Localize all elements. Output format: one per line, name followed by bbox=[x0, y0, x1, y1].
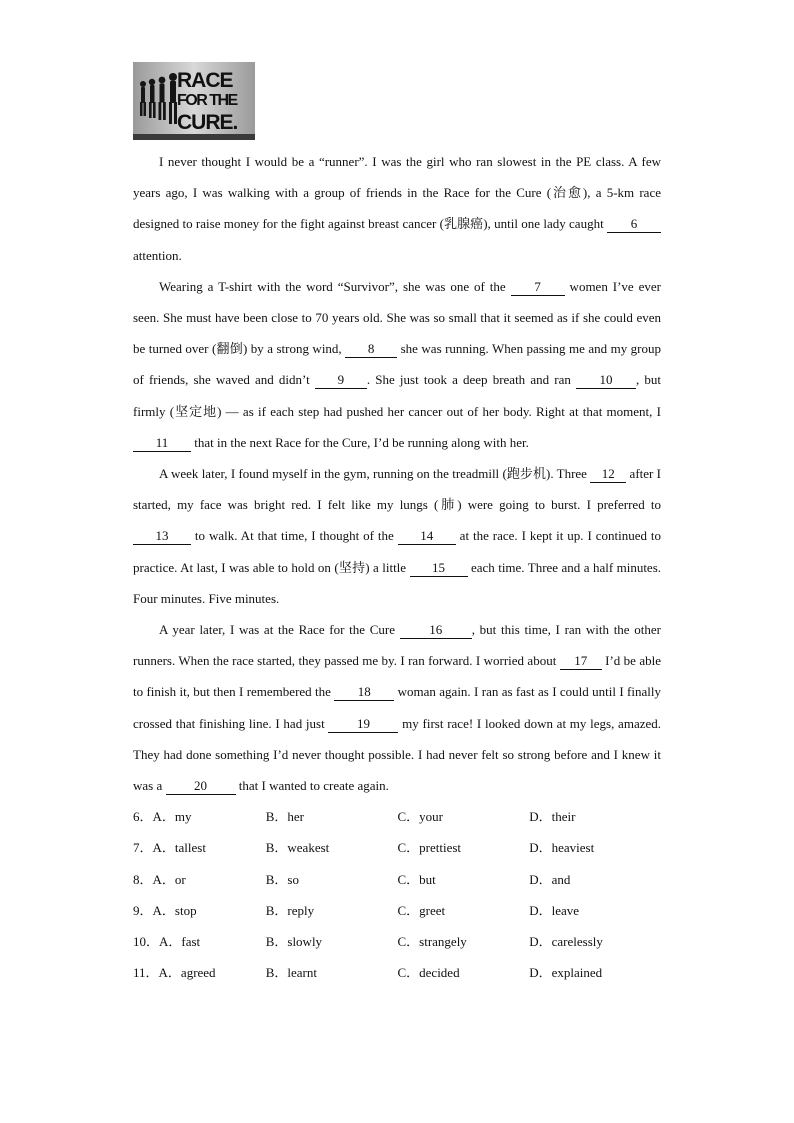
passage-paragraph bbox=[133, 146, 661, 271]
passage-text: I’d be able to finish it, but then I remembered the bbox=[133, 653, 661, 700]
option-d bbox=[529, 832, 661, 863]
option-text: A．my bbox=[152, 809, 192, 825]
option-d bbox=[529, 864, 661, 895]
option-b bbox=[266, 926, 398, 957]
option-text: B．slowly bbox=[265, 934, 323, 950]
passage-text: Wearing a T-shirt with the word “Survivor”, she was one of the bbox=[159, 278, 511, 294]
passage-text: A year later, I was at the Race for the Cure bbox=[159, 622, 400, 638]
passage-text: my first race! I looked down at my legs, amazed. They had done something I’d never thought possible. I had never felt so strong before and I knew it was a bbox=[133, 715, 661, 794]
passage bbox=[133, 146, 661, 801]
answer-blank: 19 bbox=[328, 716, 398, 733]
answer-blank: 17 bbox=[560, 653, 602, 670]
answer-blank: 15 bbox=[410, 560, 468, 577]
passage-text: women I’ve ever seen. She must have been close to 70 years old. She was so small that it seemed as if she could even be turned over (翻倒) by a strong wind, bbox=[133, 278, 661, 357]
option-a bbox=[133, 895, 266, 926]
question-options-row bbox=[133, 832, 661, 863]
option-text: B．her bbox=[265, 809, 304, 825]
option-text: C．but bbox=[397, 871, 436, 887]
answer-blank: 8 bbox=[345, 341, 397, 358]
option-text: C．your bbox=[397, 809, 443, 825]
passage-paragraph bbox=[133, 458, 661, 614]
answer-blank: 18 bbox=[334, 684, 394, 701]
option-text: D．and bbox=[529, 871, 571, 887]
question-number: 8． bbox=[133, 871, 153, 887]
question-number: 10． bbox=[133, 934, 160, 950]
option-text: B．learnt bbox=[265, 965, 317, 981]
option-text: D．explained bbox=[529, 965, 603, 981]
passage-text: that I wanted to create again. bbox=[235, 778, 389, 794]
option-b bbox=[266, 895, 398, 926]
option-a bbox=[133, 832, 266, 863]
option-b bbox=[266, 864, 398, 895]
passage-text: at the race. I kept it up. I continued to practice. At last, I was able to hold on (坚持) a little bbox=[133, 528, 662, 575]
option-c bbox=[397, 926, 529, 957]
option-text: C．prettiest bbox=[397, 840, 462, 856]
option-c bbox=[397, 957, 529, 988]
question-options-row bbox=[133, 895, 661, 926]
answer-blank: 14 bbox=[398, 528, 456, 545]
option-text: C．strangely bbox=[397, 934, 467, 950]
question-number: 7． bbox=[133, 840, 153, 856]
passage-text: I never thought I would be a “runner”. I was the girl who ran slowest in the PE class. A few years ago, I was walking with a group of friends in the Race for the Cure (治愈), a 5-km race designed to raise money for the fight against breast cancer (乳腺癌), until one lady caught bbox=[133, 154, 661, 232]
option-d bbox=[529, 801, 661, 832]
passage-text: she was running. When passing me and my group of friends, she waved and didn’t bbox=[133, 341, 661, 388]
passage-text: after I started, my face was bright red. I felt like my lungs (肺) were going to burst. I preferred to bbox=[133, 466, 661, 513]
passage-paragraph bbox=[133, 271, 661, 458]
passage-text: , but this time, I ran with the other runners. When the race started, they passed me by. I ran forward. I worried about bbox=[133, 622, 661, 669]
option-text: C．decided bbox=[397, 965, 460, 981]
question-options-row bbox=[133, 957, 661, 988]
passage-text: woman again. I ran as fast as I could until I finally crossed that finishing line. I had just bbox=[133, 684, 661, 731]
race-for-the-cure-logo bbox=[133, 62, 255, 140]
option-d bbox=[529, 926, 661, 957]
option-text: A．tallest bbox=[152, 840, 206, 856]
option-b bbox=[266, 832, 398, 863]
passage-text: A week later, I found myself in the gym, running on the treadmill (跑步机). Three bbox=[159, 466, 591, 482]
option-c bbox=[397, 801, 529, 832]
option-text: D．carelessly bbox=[529, 934, 603, 950]
logo-text-cure: CURE. bbox=[177, 111, 238, 134]
answer-blank: 7 bbox=[511, 279, 565, 296]
option-d bbox=[529, 895, 661, 926]
option-text: D．heaviest bbox=[529, 840, 595, 856]
option-a bbox=[133, 864, 266, 895]
answer-blank: 20 bbox=[166, 778, 236, 795]
passage-text: that in the next Race for the Cure, I’d be running along with her. bbox=[191, 434, 529, 450]
option-d bbox=[529, 957, 661, 988]
answer-blank: 6 bbox=[607, 216, 661, 233]
logo-text-for-the: FOR THE bbox=[177, 92, 237, 109]
option-c bbox=[397, 864, 529, 895]
option-text: B．so bbox=[265, 871, 299, 887]
option-c bbox=[397, 832, 529, 863]
option-a bbox=[133, 926, 266, 957]
option-text: A．agreed bbox=[158, 965, 216, 981]
option-text: A．fast bbox=[159, 934, 201, 950]
passage-text: to walk. At that time, I thought of the bbox=[191, 528, 398, 544]
passage-text: attention. bbox=[133, 247, 182, 263]
answer-blank: 10 bbox=[576, 372, 636, 389]
option-text: D．leave bbox=[529, 902, 580, 918]
logo-text-race: RACE bbox=[177, 69, 233, 92]
options-list bbox=[133, 801, 661, 988]
option-a bbox=[133, 801, 266, 832]
logo-base-bar bbox=[133, 134, 255, 140]
answer-blank: 16 bbox=[400, 622, 472, 639]
question-number: 6． bbox=[133, 809, 153, 825]
option-b bbox=[266, 801, 398, 832]
option-b bbox=[266, 957, 398, 988]
answer-blank: 9 bbox=[315, 372, 367, 389]
option-text: A．or bbox=[152, 871, 186, 887]
option-c bbox=[397, 895, 529, 926]
question-options-row bbox=[133, 801, 661, 832]
option-a bbox=[133, 957, 266, 988]
option-text: D．their bbox=[529, 809, 576, 825]
option-text: C．greet bbox=[397, 902, 446, 918]
answer-blank: 13 bbox=[133, 528, 191, 545]
passage-text: . She just took a deep breath and ran bbox=[366, 372, 576, 388]
passage-text: each time. Three and a half minutes. Four minutes. Five minutes. bbox=[133, 559, 662, 606]
question-number: 11． bbox=[133, 965, 159, 981]
answer-blank: 12 bbox=[590, 466, 626, 483]
passage-text: , but firmly (坚定地) — as if each step had pushed her cancer out of her body. Right at that moment, I bbox=[133, 372, 661, 419]
document-page bbox=[133, 62, 661, 988]
option-text: B．weakest bbox=[265, 840, 330, 856]
passage-paragraph bbox=[133, 614, 661, 801]
option-text: A．stop bbox=[152, 902, 197, 918]
question-number: 9． bbox=[133, 902, 153, 918]
option-text: B．reply bbox=[265, 902, 315, 918]
answer-blank: 11 bbox=[133, 435, 191, 452]
question-options-row bbox=[133, 864, 661, 895]
question-options-row bbox=[133, 926, 661, 957]
